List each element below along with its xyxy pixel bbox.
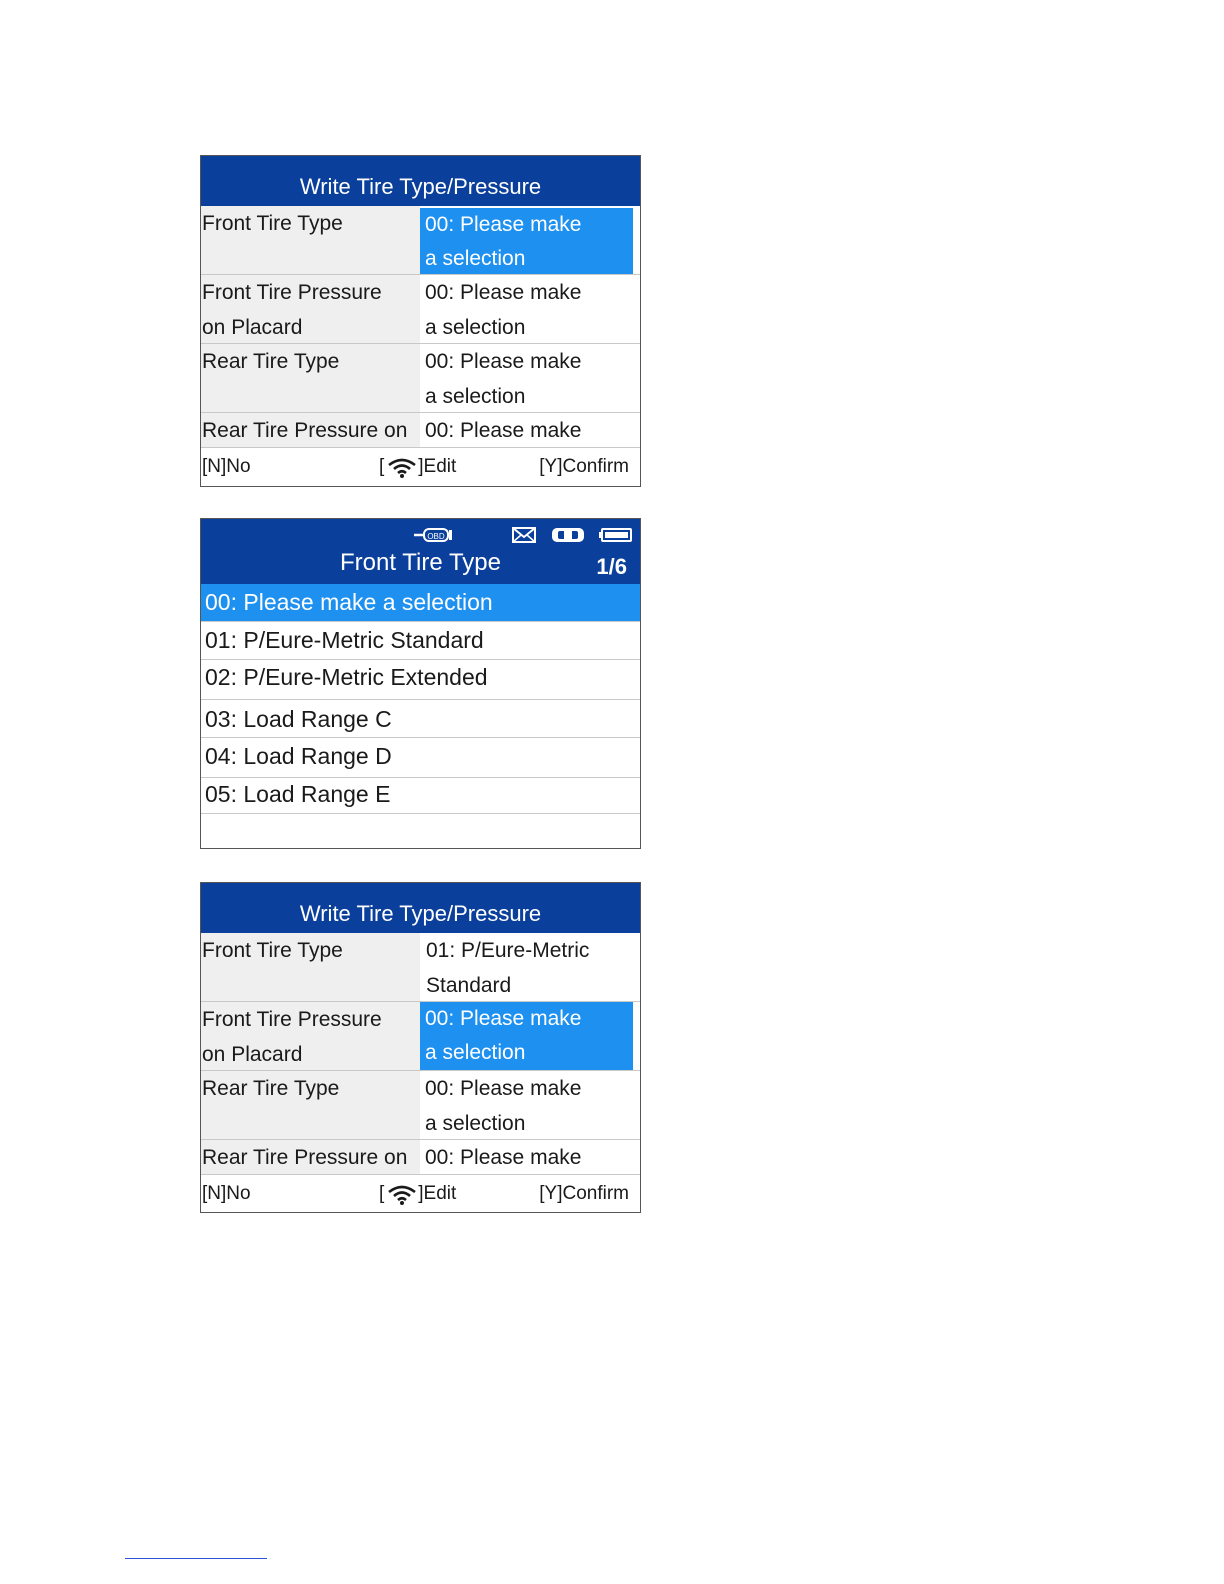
screen-title: Write Tire Type/Pressure: [299, 901, 542, 926]
row-rear-tire-pressure[interactable]: [201, 1140, 640, 1175]
confirm-button[interactable]: [Y]Confirm: [539, 456, 629, 477]
title-bar: [201, 883, 640, 933]
no-button[interactable]: [N]No: [202, 456, 251, 477]
edit-bracket: [: [379, 1183, 385, 1204]
edit-label: ]Edit: [418, 1183, 457, 1204]
row-value[interactable]: 00: Please make a selection: [425, 1077, 582, 1135]
list-item[interactable]: 03: Load Range C: [201, 700, 640, 738]
row-label: Front Tire Pressure on Placard: [201, 275, 420, 343]
row-value[interactable]: 00: Please make a selection: [425, 281, 582, 339]
mail-icon: [512, 526, 536, 544]
wifi-icon: [386, 1183, 418, 1205]
list-item-selected[interactable]: 00: Please make a selection: [201, 584, 640, 622]
obd-icon: [414, 526, 454, 544]
row-label: Rear Tire Type: [201, 1071, 420, 1139]
row-rear-tire-type[interactable]: [201, 344, 640, 413]
no-button[interactable]: [N]No: [202, 1183, 251, 1204]
screen-title: Front Tire Type: [340, 549, 501, 576]
write-tire-screen-2: [200, 882, 641, 1213]
svg-text:OBD: OBD: [427, 532, 445, 541]
row-value-selected[interactable]: 00: Please make a selection: [420, 208, 633, 274]
row-rear-tire-type[interactable]: [201, 1071, 640, 1140]
row-value[interactable]: 01: P/Eure-Metric Standard: [426, 939, 590, 997]
row-front-tire-pressure[interactable]: [201, 275, 640, 344]
list-item[interactable]: 05: Load Range E: [201, 778, 640, 814]
wifi-icon: [386, 456, 418, 478]
row-value[interactable]: 00: Please make a selection: [425, 350, 582, 408]
status-icons: [201, 526, 640, 546]
row-label: Rear Tire Pressure on: [201, 413, 420, 447]
row-label: Rear Tire Type: [201, 344, 420, 412]
write-tire-screen-1: [200, 155, 641, 487]
title-bar: [201, 519, 640, 584]
list-item[interactable]: 04: Load Range D: [201, 738, 640, 778]
row-front-tire-type[interactable]: [201, 933, 640, 1002]
row-label: Front Tire Type: [201, 206, 420, 274]
confirm-button[interactable]: [Y]Confirm: [539, 1183, 629, 1204]
screen-title: Write Tire Type/Pressure: [299, 174, 542, 199]
battery-icon: [599, 526, 633, 544]
list-item-empty: [201, 814, 640, 848]
edit-label: ]Edit: [418, 456, 457, 477]
row-value[interactable]: 00: Please make: [425, 1146, 582, 1169]
footer-link-underline: [125, 1558, 267, 1559]
row-front-tire-type[interactable]: [201, 206, 640, 275]
title-bar: [201, 156, 640, 206]
row-rear-tire-pressure[interactable]: [201, 413, 640, 448]
row-front-tire-pressure[interactable]: [201, 1002, 640, 1071]
row-label: Rear Tire Pressure on: [201, 1140, 420, 1174]
row-value[interactable]: 00: Please make: [425, 419, 582, 442]
front-tire-type-list-screen: [200, 518, 641, 849]
list-item[interactable]: 01: P/Eure-Metric Standard: [201, 622, 640, 660]
edit-button[interactable]: [379, 1175, 456, 1212]
edit-bracket: [: [379, 456, 385, 477]
footer-bar: [201, 1175, 640, 1212]
page-indicator: 1/6: [596, 554, 627, 579]
footer-bar: [201, 448, 640, 485]
row-label: Front Tire Pressure on Placard: [201, 1002, 420, 1070]
list-item[interactable]: 02: P/Eure-Metric Extended: [201, 660, 640, 700]
vehicle-icon: [551, 526, 585, 544]
row-label: Front Tire Type: [201, 933, 420, 1001]
edit-button[interactable]: [379, 448, 456, 485]
row-value-selected[interactable]: 00: Please make a selection: [420, 1002, 633, 1070]
